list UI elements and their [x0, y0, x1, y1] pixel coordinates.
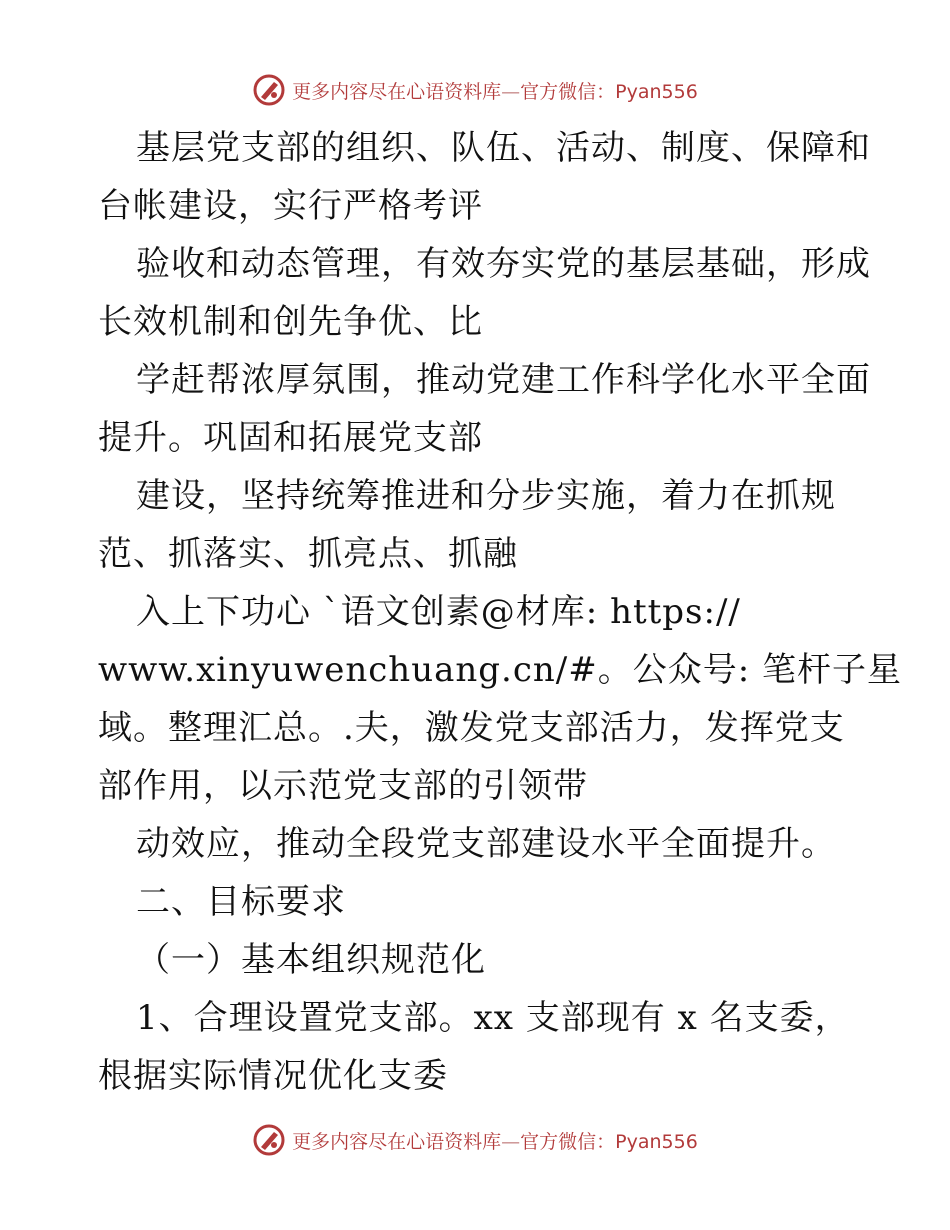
body-line: 入上下功心 `语文创素@材库: https://	[136, 592, 741, 632]
body-line: 学赶帮浓厚氛围，推动党建工作科学化水平全面	[136, 360, 871, 400]
body-line: 部作用，以示范党支部的引领带	[98, 766, 588, 806]
body-line: 台帐建设，实行严格考评	[98, 186, 483, 226]
watermark-text: 更多内容尽在心语资料库—官方微信：Pyan556	[292, 80, 698, 103]
header-watermark-banner	[0, 70, 950, 110]
body-line: www.xinyuwenchuang.cn/#。公众号: 笔杆子星	[98, 650, 902, 690]
body-line: 验收和动态管理，有效夯实党的基层基础，形成	[136, 244, 871, 284]
body-line: 域。整理汇总。.夫，激发党支部活力，发挥党支	[98, 708, 845, 748]
footer-watermark-banner	[0, 1120, 950, 1160]
body-line: 动效应，推动全段党支部建设水平全面提升。	[136, 824, 836, 864]
section-heading: 二、目标要求	[136, 882, 346, 922]
body-line: 1、合理设置党支部。xx 支部现有 x 名支委，	[136, 998, 850, 1038]
body-line: 根据实际情况优化支委	[98, 1056, 448, 1096]
body-line: 建设，坚持统筹推进和分步实施，着力在抓规	[136, 476, 836, 516]
body-line: 长效机制和创先争优、比	[98, 302, 483, 342]
subsection-heading: （一）基本组织规范化	[136, 940, 486, 980]
body-line: 基层党支部的组织、队伍、活动、制度、保障和	[136, 128, 871, 168]
body-line: 范、抓落实、抓亮点、抓融	[98, 534, 518, 574]
watermark-text: 更多内容尽在心语资料库—官方微信：Pyan556	[292, 1130, 698, 1153]
pen-seal-logo-icon	[252, 73, 286, 107]
pen-seal-logo-icon	[252, 1123, 286, 1157]
body-line: 提升。巩固和拓展党支部	[98, 418, 483, 458]
